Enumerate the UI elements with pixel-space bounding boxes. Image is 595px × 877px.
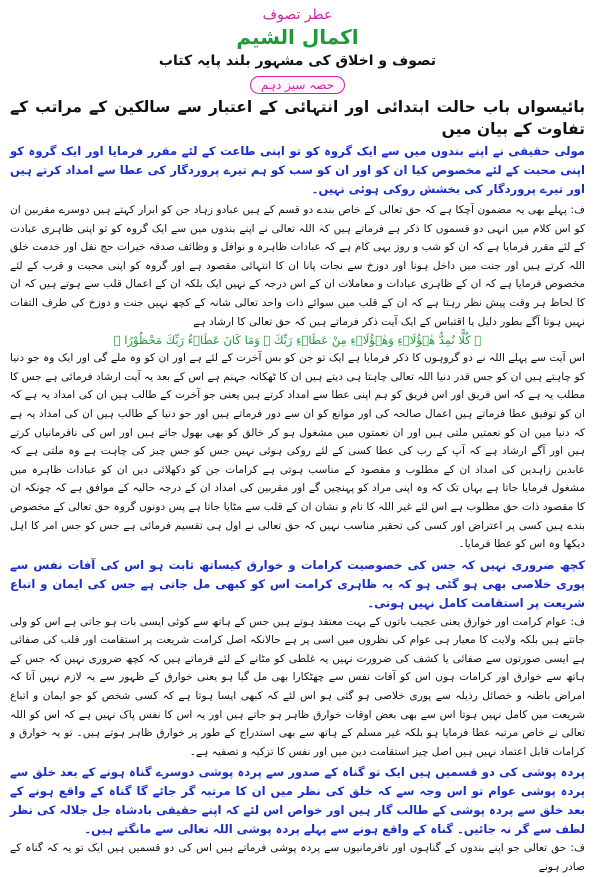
paragraph-2: اس آیت سے پہلے اللہ نے دو گروہوں کا ذکر فرمایا ہے ایک تو جن کو بس آخرت کے لئے ہے اور ان کو وہ ملے گی اور ایک وہ جو دنیا کو چاہتے ہیں ان کو جس قدر دنیا اللہ تعالی چاہتا ہی دیتے ہیں ان کا ٹھکانہ جہنم ہے اس کے بعد یہ آیت ارشاد فرمائی ہے جس کا مطلب یہ ہے کہ اس فریق اور اس فریق کو ہم اپنی عطا سے امداد کرتے ہیں یعنی جو آخرت کے طالب ہیں ان کی امداد یہ ہے کہ ان کو توفیق عطا فرماتے ہیں اعمال صالحہ کی اور موانع کو ان سے دور فرماتے ہیں اور جو دنیا کے طالب ہیں ان کی امداد یہ ہے کہ دنیا میں ان کو نعمتیں ملتی ہیں اور ان نعمتوں میں مشغول ہو کر خالق کو بھی بھول جاتے ہیں اور اس کی نافرمانیاں کرتے ہیں اور آگے ارشاد ہے کہ آپ کے رب کی عطا کسی کے لئے روکی ہوئی نہیں جس کو جس چیز کی چاہت ہے وہ ملتی ہے کہ عابدین زاہدین کی امداد ان کے مطلوب و مقصود کے مناسب ہوتی ہے کرامات جن کو دکھلائی دیں ان کو عبادات ظاہرہ میں مشغول فرمایا جاتا ہے یہاں تک کہ وہ اپنی مراد کو پہنچیں گے اور مقربین کی امداد ان کے درجہ حالیہ کے موافق ہے کہ چونکہ ان کا مقصود ذات حق مطلوب ہے اس لئے غیر اللہ کا نام و نشان ان کے قلب سے مٹایا جاتا ہے پس دونوں گروہ حق تعالی کے مخصوص بندے ہیں کسی پر اعتراض اور کسی کی تحقیر مناسب نہیں کہ حق تعالی نے اول ہی تقسیم فرمائی ہے جس کو جس امر کا اہل دیکھا وہ اس کو عطا فرمایا۔ (10, 352, 585, 551)
paragraph-3: ف: عوام کرامت اور خوارق یعنی عجیب باتوں کے بہت معتقد ہوتے ہیں جس کے ہاتھ سے کوئی ایسی بات ہو جاتی ہے اس کو ولی جانتے ہیں بلکہ ولایت کا معیار ہی عوام کی نظروں میں اسی پر ہے حالانکہ اصل کرامت شریعت پر استقامت اور قلب کی صفائی ہے ایسی صورتوں سے صفائی یا کشف کی ضرورت نہیں یہ غلطی کو مٹانے کے لئے فرماتے ہیں کہ کچھ ضروری نہیں کہ جس کے ہاتھ سے خوارق اور کرامات ہوں اس کو آفات نفس سے چھٹکارا بھی مل گیا ہو یعنی خوارق کے ظہور سے یہ لازم نہیں آتا کہ امراض باطنہ و خصائل رذیلہ سے پوری خلاصی ہو گئی ہو اس لئے کہ کبھی ایسا ہوتا ہے کہ کسی شخص کو جو ایمان و اتباع شریعت میں کامل نہیں ہوتا اس سے بھی بعض اوقات خوارق ظاہر ہو جاتے ہیں اور یہ اس کا نفس پاک نہیں ہے کہ اس کو اللہ تعالی نے خاص مرتبہ عطا فرمایا ہو بلکہ غیر مسلم کے ہاتھ سے بھی استدراج کے طور پر خوارق ظاہر ہوتے ہیں۔ تو یہ خوارق و کرامات قابل اعتماد نہیں ہیں اصل چیز استقامت دین میں اور نفس کا تزکیہ و تصفیہ ہے۔ (10, 615, 585, 758)
paragraph-4: ف: حق تعالی جو اپنے بندوں کے گناہوں اور نافرمانیوں سے پردہ پوشی فرماتے ہیں اس کی دو قسمیں ہیں ایک تو یہ کہ گناہ کے صادر ہونے (10, 842, 585, 874)
highlight-text-2: کچھ ضروری نہیں کہ جس کی خصوصیت کرامات و خوارق کیساتھ ثابت ہو اس کی آفات نفس سے پوری خلاصی بھی ہو گئی ہو کہ یہ ظاہری کرامت اس کو کبھی مل جاتی ہے جس کی ایمان و اتباع شریعت پر استقامت کامل نہیں ہوتی۔ (10, 557, 585, 610)
quran-verse: ﴿ کُلًّا نُمِدُّ ھٰۤؤُلَاۗءِ وَھٰۤؤُلَاۗءِ مِنْ عَطَاۗءِ رَبِّكَ ۭ وَمَا كَانَ عَطَاۗءُ رَبِّكَ مَحْظُوْرًا ﴾ (113, 333, 482, 348)
intro-text: مولی حقیقی نے اپنے بندوں میں سے ایک گروہ کو تو اپنی طاعت کے لئے مقرر فرمایا اور ایک گروہ کو اپنی محبت کے لئے مخصوص کیا ان کو اور ان کو سب کو ہم تیرے پروردگار کی عطا سے امداد کرتے ہیں اور تیرے پروردگار کی بخشش روکی ہوئی نہیں۔ (10, 144, 585, 196)
highlight-text-3: پردہ پوشی کی دو قسمیں ہیں ایک تو گناہ کے صدور سے پردہ پوشی دوسرے گناہ ہونے کے بعد خلق سے پردہ پوشی عوام تو اس وجہ سے کہ خلق کی نظر میں ان کا مرتبہ گر جائے گا گناہ کے واقع ہونے کے بعد خلق سے پردہ پوشی کے طالب گار ہیں اور خواص اس لئے کہ اپنے حقیقی بادشاہ جل جلالہ کی نظر لطف سے گر نہ جائیں۔ گناہ کے واقع ہونے سے پہلے پردہ پوشی اللہ تعالی سے مانگتے ہیں۔ (10, 765, 585, 837)
main-title: اکمال الشیم (236, 25, 359, 49)
section-label-wrap (10, 74, 585, 94)
paragraph-1: ف: پہلے بھی یہ مضمون آچکا ہے کہ حق تعالی کے خاص بندے دو قسم کے ہیں عبادو زہاد جن کو ابرار کہتے ہیں دوسرے مقربین ان کو اس کلام میں انہی دو قسموں کا ذکر ہے فرماتے ہیں کہ اللہ تعالی نے اپنے بندوں میں سے ایک گروہ کو تو اپنی ظاہری عبادت کے لئے مقرر فرمایا ہے کہ ان کو شب و روز یہی کام ہے کہ عبادات ظاہرہ و نوافل و وظائف صدقہ خیرات حج نفل اور خدمت خلق اللہ کرتے ہیں اور جنت میں داخل ہونا اور دوزخ سے نجات پانا ان کا انتہائی مقصود ہے اور گروہ کو اپنی محبت و قرب کے لئے مخصوص فرمایا ہے کہ ان کے ظاہری عبادات و معاملات ان کے اس درجہ کے نہیں ایک بلکہ ان کے اعمال قلب سے ہوتے ہیں کہ ان کا لحاظ ہر وقت پیش نظر رہتا ہے کہ ان کے قلب میں سوائے ذات واحد تعالی شانہ کے کچھ نہیں جنت و دوزخ کی طرف التفات نہیں ہوتا آگے بطور دلیل یا اقتباس کے ایک آیت ذکر فرماتے ہیں کہ حق تعالی کا ارشاد ہے (10, 204, 585, 328)
subtitle: تصوف و اخلاق کی مشہور بلند پایہ کتاب (158, 53, 437, 69)
section-label: حصہ سیز دہم (250, 76, 345, 94)
chapter-heading: بائیسواں باب حالت ابتدائی اور انتہائی کے اعتبار سے سالکین کے مراتب کے تفاوت کے بیان میں (10, 98, 585, 138)
small-title: عطر تصوف (262, 7, 333, 23)
